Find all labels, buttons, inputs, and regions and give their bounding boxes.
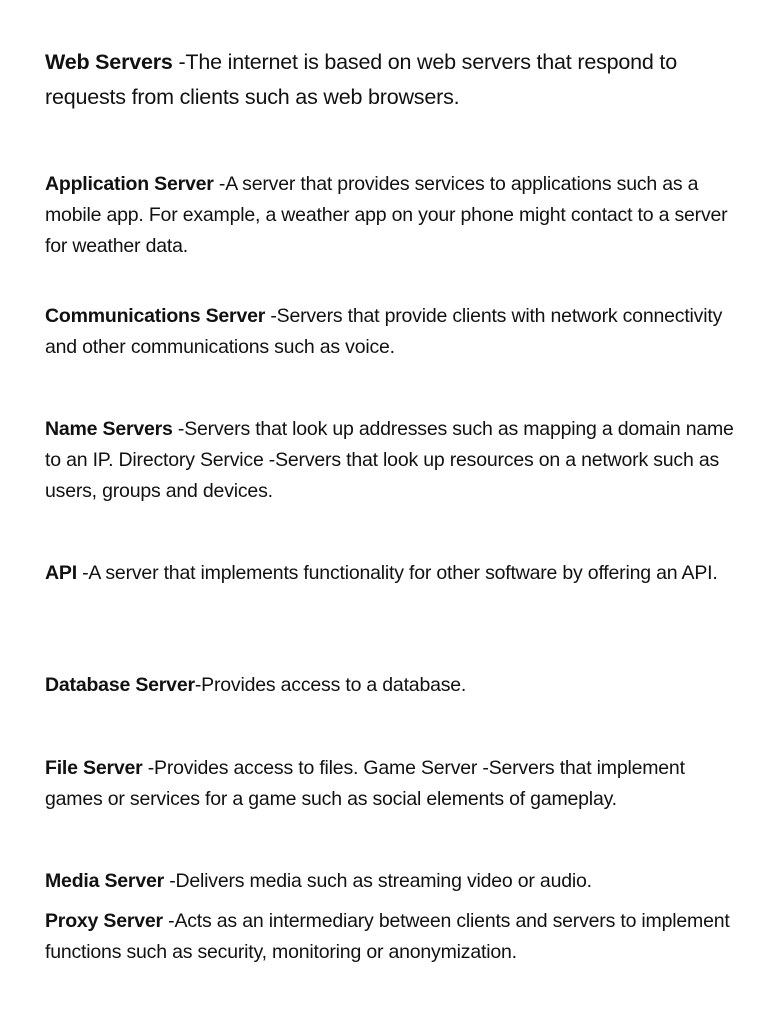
entry-term: File Server — [45, 757, 143, 779]
entry-term: Web Servers — [45, 50, 173, 74]
entry-description: -A server that provides services to applications such as a mobile app. For example, a weather app on your phone might contact to a server for weather data. — [45, 173, 728, 257]
entry-web-servers — [45, 45, 735, 115]
entry-description: -Delivers media such as streaming video or audio. — [164, 870, 592, 892]
entry-description: -The internet is based on web servers that respond to requests from clients such as web browsers. — [45, 50, 677, 109]
entry-term: Database Server — [45, 674, 195, 696]
entry-description: -Provides access to files. Game Server -Servers that implement games or services for a game such as social elements of gameplay. — [45, 757, 685, 810]
entry-application-server — [45, 169, 735, 262]
entry-term: Proxy Server — [45, 910, 163, 932]
entry-database-server — [45, 670, 735, 701]
entry-term: Media Server — [45, 870, 164, 892]
entry-file-server — [45, 753, 735, 815]
entry-term: Communications Server — [45, 305, 266, 327]
entry-term: Name Servers — [45, 418, 173, 440]
entry-description: -Acts as an intermediary between clients and servers to implement functions such as security, monitoring or anonymization. — [45, 910, 730, 963]
entry-communications-server — [45, 301, 735, 363]
entry-name-servers — [45, 414, 735, 507]
entry-description: -Servers that look up addresses such as mapping a domain name to an IP. Directory Service -Servers that look up resources on a network such as users, groups and devices. — [45, 418, 734, 502]
entry-description: -Servers that provide clients with network connectivity and other communications such as voice. — [45, 305, 723, 358]
entry-term: Application Server — [45, 173, 214, 195]
entry-description: -A server that implements functionality for other software by offering an API. — [76, 562, 718, 584]
entry-api — [45, 558, 735, 589]
entry-term: API — [45, 562, 77, 584]
entry-description: -Provides access to a database. — [194, 674, 467, 696]
entry-media-server — [45, 866, 735, 897]
entry-proxy-server — [45, 906, 735, 968]
